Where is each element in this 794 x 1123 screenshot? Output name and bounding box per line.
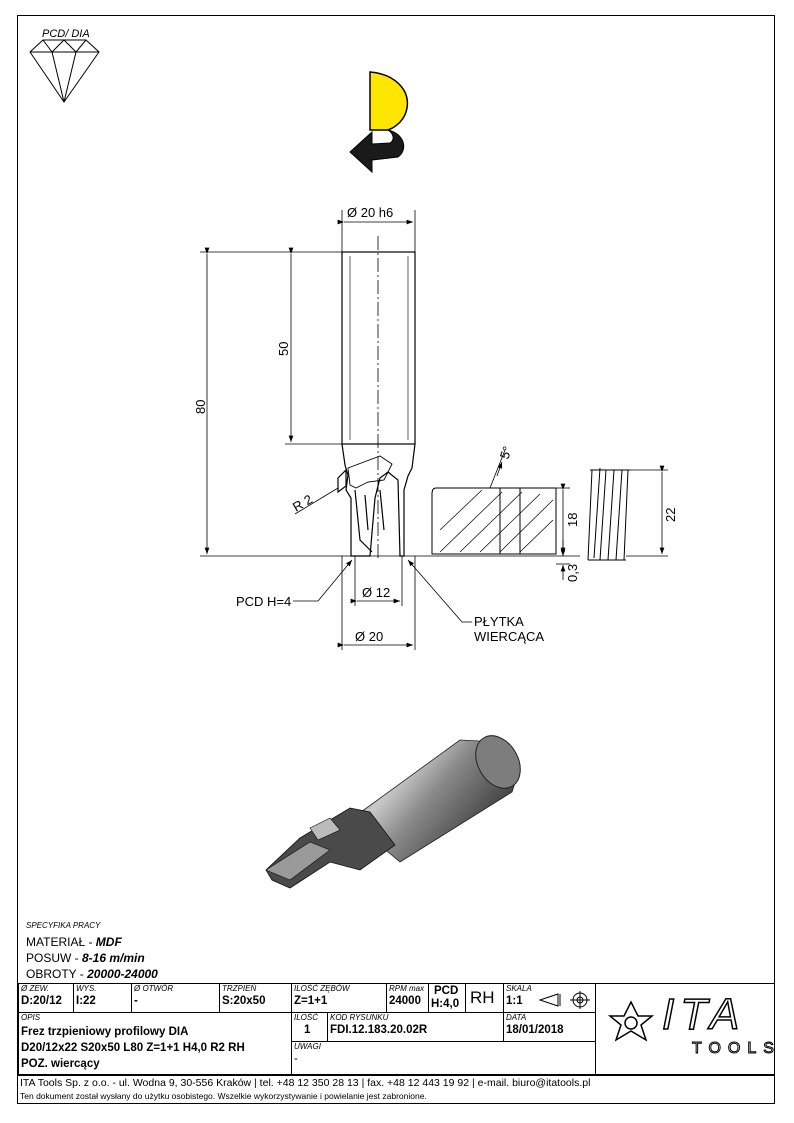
projection-symbol-icon <box>538 990 594 1010</box>
cell-date: DATA 18/01/2018 <box>503 1012 596 1042</box>
dim-radius: R 2 <box>290 491 316 515</box>
spec-heading: SPECYFIKA PRACY <box>26 921 101 930</box>
dim-outer-diameter: Ø 20 <box>355 629 384 644</box>
speed-label: OBROTY - <box>26 967 88 981</box>
logo-cell <box>595 983 781 1075</box>
pcd-height-label: PCD H=4 <box>236 594 292 609</box>
dim-shank-diameter: Ø 20 h6 <box>347 205 394 220</box>
logo-subtext: TOOLS <box>692 1040 781 1057</box>
dimension-lines <box>200 210 668 650</box>
cell-rotation: RH <box>465 983 504 1013</box>
cell-diameter: Ø ZEW. D:20/12 <box>18 983 74 1013</box>
rotation-arrow-icon <box>350 72 407 172</box>
cell-bore: Ø OTWÓR - <box>131 983 220 1013</box>
feed-label: POSUW - <box>26 951 82 965</box>
logo-text: ITA <box>662 990 746 1039</box>
diamond-icon <box>30 40 99 102</box>
footer-notice: Ten dokument został wysłany do użytku osobistego. Wszelkie wykorzystywanie i powielanie jest zabronione. <box>20 1091 427 1101</box>
footer <box>18 1075 775 1104</box>
material-value: MDF <box>95 935 122 949</box>
dim-inner-diameter: Ø 12 <box>362 585 391 600</box>
dim-offset-03: 0,3 <box>565 563 580 582</box>
material-label: MATERIAŁ - <box>26 935 96 949</box>
speed-value: 20000-24000 <box>87 967 158 981</box>
cell-rpm: RPM max 24000 <box>386 983 429 1013</box>
cell-pcd: PCD H:4,0 <box>428 983 466 1013</box>
cell-teeth: ILOŚĆ ZĘBÓW Z=1+1 <box>291 983 387 1013</box>
cell-notes: UWAGI - <box>291 1041 596 1075</box>
footer-company: ITA Tools Sp. z o.o. - ul. Wodna 9, 30-556 Kraków | tel. +48 12 350 28 13 | fax. +48 12 443 19 92 | e-mail. biuro@itatools.pl <box>20 1077 591 1089</box>
pcd-dia-label: PCD/ DIA <box>42 28 90 40</box>
insert-label-2: WIERCĄCA <box>474 629 545 644</box>
ita-logo-icon <box>606 998 656 1048</box>
tool-3d-render <box>266 728 529 888</box>
dim-shank-length: 50 <box>276 341 291 356</box>
title-block <box>18 983 781 1075</box>
cell-scale: SKALA 1:1 <box>503 983 596 1013</box>
cell-quantity: ILOŚĆ 1 <box>291 1012 328 1042</box>
cell-drawing-code: KOD RYSUNKU FDI.12.183.20.02R <box>327 1012 504 1042</box>
cell-shank: TRZPIEŃ S:20x50 <box>219 983 292 1013</box>
dim-total-length: 80 <box>193 399 208 414</box>
dim-angle: 5° <box>496 444 516 462</box>
cell-description: OPIS Frez trzpieniowy profilowy DIA D20/12x22 S20x50 L80 Z=1+1 H4,0 R2 RH POZ. wiercący <box>18 1012 292 1075</box>
feed-value: 8-16 m/min <box>82 951 145 965</box>
work-spec <box>26 918 158 982</box>
dim-height-18: 18 <box>565 512 580 527</box>
workpiece-profile <box>432 468 630 560</box>
tool-profile <box>338 236 415 560</box>
insert-label-1: PŁYTKA <box>474 614 524 629</box>
cell-height: WYS. I:22 <box>73 983 132 1013</box>
dim-height-22: 22 <box>663 507 678 522</box>
